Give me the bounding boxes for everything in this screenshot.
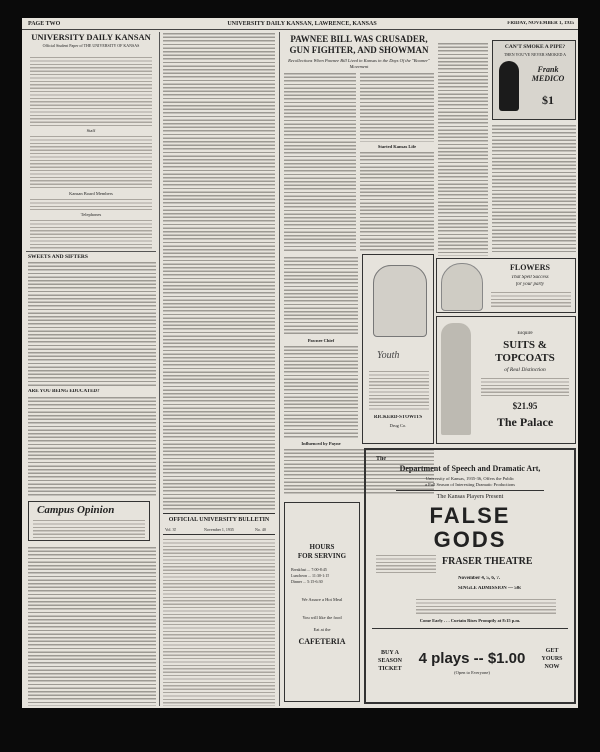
flowers-title: FLOWERS [509,263,550,272]
cafeteria-ad [284,502,360,702]
campus-opinion-title: Campus Opinion [37,504,115,516]
feature-col-2 [360,72,434,142]
palace-line4: of Real Distinction [504,367,546,373]
pipe-price: $1 [542,93,554,107]
feature-headline-2: GUN FIGHTER, AND SHOWMAN [289,45,429,55]
theatre-get-3: NOW [544,664,560,670]
masthead-title: UNIVERSITY DAILY KANSAN [31,32,151,42]
cafeteria-luncheon: Luncheon ... 11:30-1:15 [291,573,330,578]
cafeteria-line-b: You will like the food [302,615,342,620]
theatre-get-2: YOURS [541,656,563,662]
editorial-second-title: ARE YOU BEING EDUCATED? [28,389,100,394]
false-gods-theatre-ad [364,448,576,704]
bulletin-no: No. 40 [255,527,266,532]
theatre-play-2: GODS [433,527,507,552]
campus-opinion-box [28,501,150,541]
theatre-plays: 4 plays -- $1.00 [418,650,526,667]
cafeteria-name: CAFETERIA [298,637,346,646]
theatre-dept-2: Department of Speech and Dramatic Art, [399,464,541,473]
theatre-curtain: Come Early . . . Curtain Rises Promptly at 8:15 p.m. [419,618,521,623]
page-number: PAGE TWO [28,21,61,27]
theatre-dept-3: University of Kansas, 1935-36, Offers the Public [425,476,515,481]
staff-list [30,135,152,189]
palace-line1: Esquire [517,331,533,336]
board-label: Kansan Board Members [69,191,113,196]
palace-line2: SUITS & [503,339,547,351]
editorial-second-body [28,396,156,496]
feature-col-3 [438,42,488,256]
theatre-get-1: GET [545,648,559,654]
theatre-dept-4: a Full Season of Interesting Dramatic Productions [425,482,515,487]
flowers-ad [436,258,576,313]
theatre-buy-3: TICKET [378,666,402,672]
pipe-line1: CAN'T SMOKE A PIPE? [504,44,566,50]
theatre-play-1: FALSE [429,503,511,528]
palace-price: $21.95 [512,401,538,411]
pipe-illustration [499,61,519,111]
newspaper-page [22,18,578,708]
medico-pipe-ad [492,40,576,120]
bulletin-date: November 1, 1935 [204,527,234,532]
flowers-line2: for your party [515,282,545,287]
board-list [30,198,152,210]
cafeteria-dinner: Dinner ... 5:15-6:30 [291,579,323,584]
cafeteria-line-c: Eat at the [313,627,331,632]
theatre-dept-1: The [376,456,387,462]
rickerd-subtitle: Drug Co. [389,423,407,428]
campus-opinion-body [28,546,156,706]
masthead-info [30,56,152,126]
cafeteria-breakfast: Breakfast ... 7:00-8:45 [291,567,327,572]
theatre-plays-sub: (Open to Everyone) [454,670,490,675]
theatre-dates: November 4, 5, 6, 7. [458,576,501,581]
paper-running-title: UNIVERSITY DAILY KANSAN, LAWRENCE, KANSAS [227,21,377,27]
telephone-list [30,219,152,249]
pipe-brand: Frank MEDICO [531,65,565,83]
pipe-line2: THEN YOU'VE NEVER SMOKED A [503,52,567,57]
rickerd-title: RICKERD-STOWITS [373,415,423,420]
theatre-venue: FRASER THEATRE [442,556,533,567]
feature-section-3: Influenced by Payne [301,441,341,446]
editorial-body [28,261,156,387]
page-date: FRIDAY, NOVEMBER 1, 1935 [507,21,574,26]
palace-ad [436,316,576,444]
palace-store: The Palace [496,415,554,429]
theatre-single: SINGLE ADMISSION — 50c [458,586,522,591]
staff-label: Staff [86,128,96,133]
bulletin-title: OFFICIAL UNIVERSITY BULLETIN [168,517,270,523]
university-bulletin [163,513,275,535]
theatre-buy-1: BUY A [381,650,399,656]
feature-headline-1: PAWNEE BILL WAS CRUSADER, [290,34,428,44]
editorial-title: SWEETS AND SIFTERS [28,254,88,260]
theatre-buy-2: SEASON [377,658,402,664]
cafeteria-line-a: We Assure a Hot Meal [301,597,343,602]
feature-col-1 [284,72,356,252]
cafeteria-title-1: HOURS [309,543,335,551]
feature-section-1: Started Kansas Life [377,144,417,149]
rickerd-stowits-ad: Youth RICKERD-STOWITS Drug Co. [362,254,434,444]
theatre-presents: The Kansas Players Present [436,494,504,500]
sweater-illustration [373,265,427,337]
bulletin-notices [163,538,275,706]
flower-basket-illustration [441,263,483,311]
feature-subhead: Recollections When Pawnee Bill Lived in Kansas in the Days Of the "Boomer" Movement [288,58,430,69]
bulletin-vol: Vol. 35 [165,527,177,532]
flowers-line1: That Spell Success [511,275,549,280]
suited-man-illustration [441,323,471,435]
feature-section-2: Pawnee Chief [307,338,335,343]
palace-line3: TOPCOATS [495,352,555,364]
telephones-label: Telephones [80,212,102,217]
cafeteria-title-2: FOR SERVING [297,552,347,560]
masthead-subtitle: Official Student Paper of THE UNIVERSITY OF KANSAS [42,43,140,48]
article-column-2 [163,32,275,510]
